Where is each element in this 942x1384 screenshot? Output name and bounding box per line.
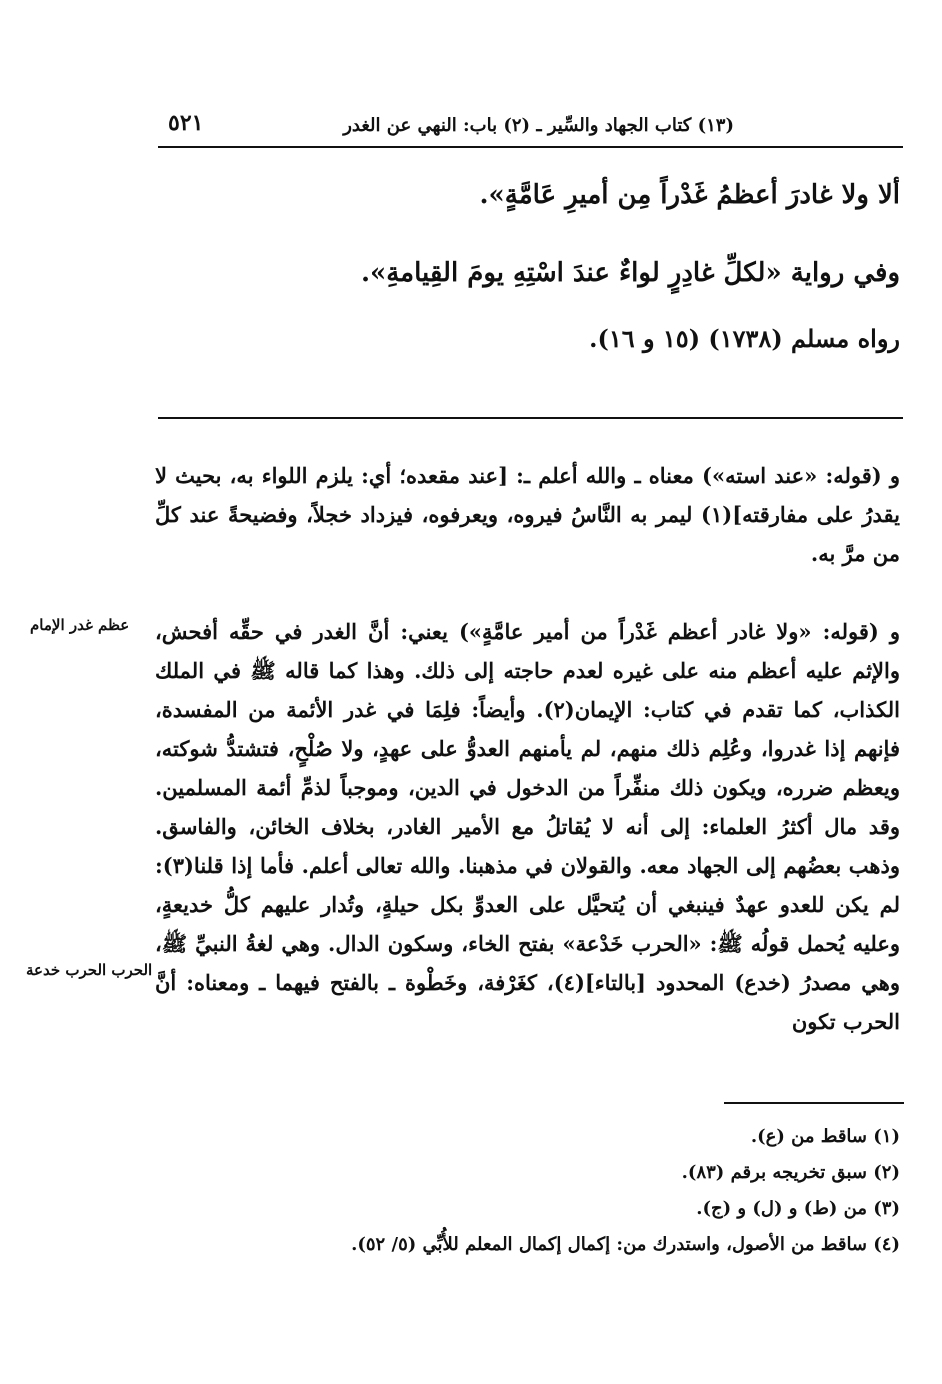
- footnote-rule: [724, 1102, 904, 1104]
- header-rule: [158, 146, 903, 148]
- footnote-1: (١) ساقط من (ع).: [750, 1126, 900, 1147]
- running-header: (١٣) كتاب الجهاد والسِّير ـ (٢) باب: النهي عن الغدر: [343, 115, 734, 136]
- footnote-4: (٤) ساقط من الأصول، واستدرك من: إكمال إكمال المعلم للأُبِّي (٥/ ٥٢).: [351, 1234, 900, 1255]
- commentary-paragraph-2: و (قوله: «ولا غادر أعظم غَدْراً من أمير عامَّةٍ») يعني: أنَّ الغدر في حقِّه أفحش، والإثم عليه أعظم منه على غيره لعدم حاجته إلى ذلك. وهذا كما قاله ﷺ في الملك الكذاب، كما تقدم في كتاب: الإيمان(٢). وأيضاً: فلِمَا في غدر الأئمة من المفسدة، فإنهم إذا غدروا، وعُلِم ذلك منهم، لم يأمنهم العدوُّ على عهدٍ، ولا صُلْحٍ، فتشتدُّ شوكته، ويعظم ضرره، ويكون ذلك منفِّراً من الدخول في الدين، وموجباً لذمِّ أئمة المسلمين. وقد مال أكثرُ العلماء: إلى أنه لا يُقاتلُ مع الأمير الغادر، بخلاف الخائن، والفاسق. وذهب بعضُهم إلى الجهاد معه. والقولان في مذهبنا. والله تعالى أعلم. فأما إذا قلنا(٣): لم يكن للعدو عهدٌ فينبغي أن يُتحيَّل على العدوِّ بكل حيلةٍ، وتُدار عليهم كلُّ خديعةٍ، وعليه يُحمل قولُه ﷺ: «الحرب خَدْعة» بفتح الخاء، وسكون الدال. وهي لغةُ النبيِّ ﷺ، وهي مصدرُ (خدع) المحدود [بالتاء](٤)، كغَرْفة، وخَطْوة ـ بالفتح فيهما ـ ومعناه: أنَّ الحرب تكون: [155, 619, 901, 1034]
- hadith-line-2: وفي رواية «لكلِّ غادِرٍ لواءٌ عندَ اسْتِهِ يومَ القِيامةِ».: [360, 258, 900, 288]
- hadith-source: رواه مسلم (١٧٣٨) (١٥ و ١٦).: [589, 324, 900, 353]
- hadith-line-1: ألا ولا غادرَ أعظمُ غَدْراً مِن أميرِ عَامَّةٍ».: [479, 180, 900, 210]
- footnote-3: (٣) من (ط) و (ل) و (ج).: [696, 1198, 900, 1219]
- footnote-2: (٢) سبق تخريجه برقم (٨٣).: [681, 1162, 900, 1183]
- margin-note-1: عظم غدر الإمام: [30, 616, 130, 634]
- commentary-paragraph-1: و (قوله: «عند استه») معناه ـ والله أعلم ـ: [عند مقعده؛ أي: يلزم اللواء به، بحيث لا يقدرُ على مفارقته](١) ليمر به النَّاسُ فيروه، ويعرفوه، فيزداد خجلاً، وفضيحةً عند كلِّ من مرَّ به.: [155, 463, 900, 566]
- section-divider: [158, 417, 903, 419]
- page-number: ٥٢١: [168, 110, 204, 136]
- margin-note-2: الحرب الحرب خدعة: [26, 961, 153, 979]
